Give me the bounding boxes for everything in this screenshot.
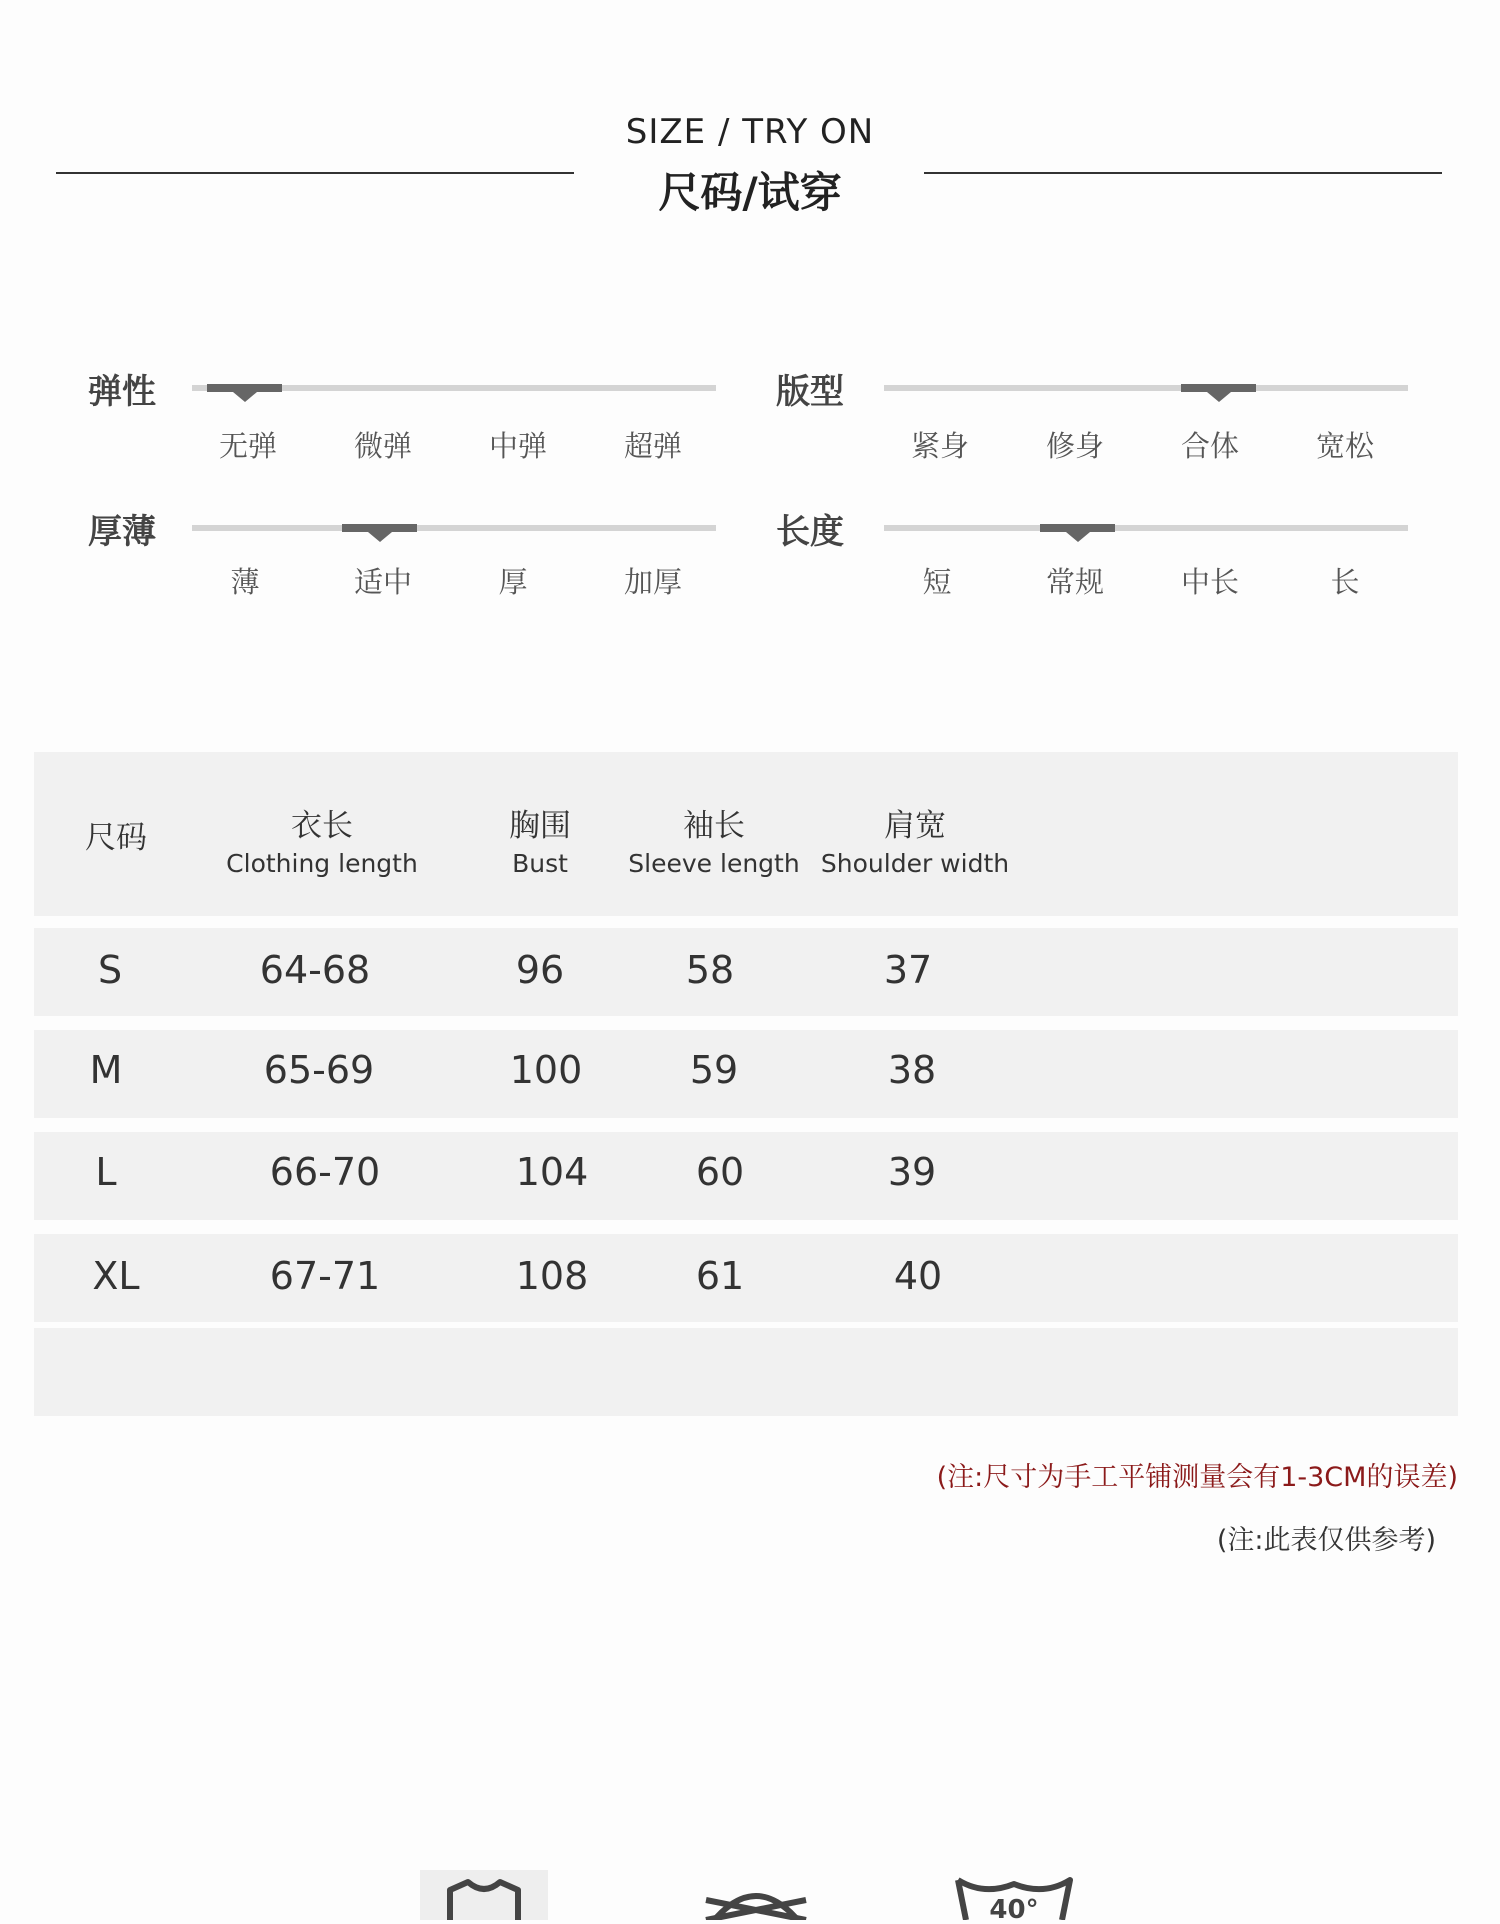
thickness-track bbox=[192, 525, 716, 531]
elasticity-option-1: 无弹 bbox=[218, 429, 277, 463]
header-bust: 胸围 Bust bbox=[509, 808, 571, 878]
header-title-en: SIZE / TRY ON bbox=[625, 112, 875, 152]
thickness-option-1: 薄 bbox=[230, 565, 260, 599]
clothing-length-cell: 65-69 bbox=[263, 1048, 375, 1092]
sleeve-length-cell: 61 bbox=[695, 1254, 745, 1298]
elasticity-label: 弹性 bbox=[88, 372, 156, 412]
thickness-indicator bbox=[342, 524, 417, 532]
reference-note: (注:此表仅供参考) bbox=[1216, 1525, 1436, 1556]
size-cell: S bbox=[97, 948, 123, 992]
size-cell: XL bbox=[92, 1254, 140, 1298]
fit-option-1: 紧身 bbox=[910, 429, 969, 463]
sleeve-length-cell: 58 bbox=[685, 948, 735, 992]
bust-cell: 96 bbox=[515, 948, 565, 992]
thickness-option-4: 加厚 bbox=[623, 565, 682, 599]
shoulder-width-cell: 37 bbox=[883, 948, 933, 992]
fit-option-3: 合体 bbox=[1180, 429, 1239, 463]
size-cell: L bbox=[95, 1150, 117, 1194]
measurement-note: (注:尺寸为手工平铺测量会有1-3CM的误差) bbox=[936, 1462, 1458, 1493]
clothing-length-cell: 67-71 bbox=[269, 1254, 381, 1298]
length-option-2: 常规 bbox=[1045, 565, 1104, 599]
thickness-option-2: 适中 bbox=[353, 565, 412, 599]
tshirt-icon bbox=[420, 1870, 548, 1920]
bust-cell: 104 bbox=[515, 1150, 589, 1194]
no-bleach-icon bbox=[700, 1878, 812, 1920]
clothing-length-cell: 66-70 bbox=[269, 1150, 381, 1194]
length-label: 长度 bbox=[776, 512, 844, 552]
length-option-1: 短 bbox=[922, 565, 952, 599]
length-option-3: 中长 bbox=[1180, 565, 1239, 599]
header-size: 尺码 bbox=[85, 820, 147, 856]
thickness-option-3: 厚 bbox=[498, 565, 528, 599]
elasticity-option-4: 超弹 bbox=[623, 429, 682, 463]
header-title-cn: 尺码/试穿 bbox=[658, 168, 842, 217]
length-indicator bbox=[1040, 524, 1115, 532]
size-cell: M bbox=[89, 1048, 123, 1092]
length-option-4: 长 bbox=[1330, 565, 1360, 599]
elasticity-indicator bbox=[207, 384, 282, 392]
sleeve-length-cell: 60 bbox=[695, 1150, 745, 1194]
length-track bbox=[884, 525, 1408, 531]
shoulder-width-cell: 38 bbox=[887, 1048, 937, 1092]
shoulder-width-cell: 39 bbox=[887, 1150, 937, 1194]
fit-label: 版型 bbox=[776, 372, 844, 412]
header-shoulder-width: 肩宽 Shoulder width bbox=[820, 808, 1010, 878]
header-clothing-length: 衣长 Clothing length bbox=[226, 808, 418, 878]
sleeve-length-cell: 59 bbox=[689, 1048, 739, 1092]
clothing-length-cell: 64-68 bbox=[259, 948, 371, 992]
elasticity-option-2: 微弹 bbox=[353, 429, 412, 463]
thickness-label: 厚薄 bbox=[88, 512, 156, 552]
wash-40-icon bbox=[952, 1874, 1076, 1920]
fit-option-2: 修身 bbox=[1045, 429, 1104, 463]
bust-cell: 108 bbox=[515, 1254, 589, 1298]
table-row-empty bbox=[34, 1328, 1458, 1416]
svg-text:40°: 40° bbox=[989, 1895, 1039, 1920]
bust-cell: 100 bbox=[509, 1048, 583, 1092]
fit-track bbox=[884, 385, 1408, 391]
fit-option-4: 宽松 bbox=[1315, 429, 1374, 463]
header-sleeve-length: 袖长 Sleeve length bbox=[628, 808, 800, 878]
fit-indicator bbox=[1181, 384, 1256, 392]
shoulder-width-cell: 40 bbox=[893, 1254, 943, 1298]
elasticity-option-3: 中弹 bbox=[488, 429, 547, 463]
